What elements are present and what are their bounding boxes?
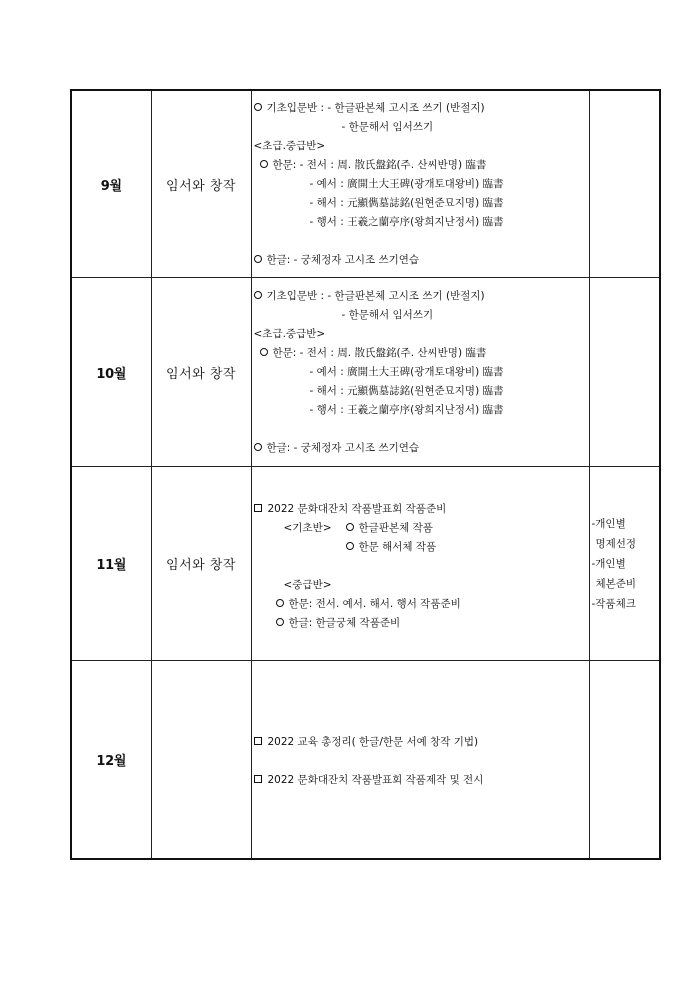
content-line: <기초반> 한글판본체 작품: [283, 522, 433, 534]
content-line: - 예서 : 廣開土大王碑(광개토대왕비) 臨書: [309, 177, 504, 190]
note-cell: [589, 467, 660, 661]
content-line: 기초입문반 : - 한글판본체 고시조 쓰기 (반절지): [254, 287, 589, 306]
content-line: 기초입문반 : - 한글판본체 고시조 쓰기 (반절지): [254, 99, 589, 118]
note-line: -개인별: [591, 517, 626, 530]
content-line: 2022 문화대잔치 작품발표회 작품준비: [254, 500, 589, 519]
circle-bullet-icon: [254, 255, 262, 263]
subject-cell: [151, 661, 251, 860]
note-line: 명제선정: [595, 537, 637, 550]
square-bullet-icon: [254, 775, 262, 783]
month-cell: [71, 661, 151, 860]
month-label: 9월: [100, 178, 122, 194]
subject-label: 임서와 창작: [166, 558, 236, 573]
content-block: [252, 287, 589, 458]
circle-bullet-icon: [260, 348, 268, 356]
note-cell: [589, 90, 660, 278]
table-row: [71, 661, 660, 860]
content-block: [252, 494, 589, 633]
content-line: - 해서 : 元顯儁墓誌銘(원현준묘지명) 臨書: [309, 196, 504, 209]
square-bullet-icon: [254, 737, 262, 745]
curriculum-table: [70, 89, 661, 860]
month-cell: [71, 278, 151, 467]
subject-cell: [151, 90, 251, 278]
content-line: - 행서 : 王羲之蘭亭序(왕희지난정서) 臨書: [309, 403, 504, 416]
content-cell: [251, 278, 589, 467]
content-line: 한글: - 궁체정자 고시조 쓰기연습: [254, 251, 589, 270]
content-line: 한문 해서체 작품: [254, 538, 589, 557]
subject-cell: [151, 278, 251, 467]
circle-bullet-icon: [276, 618, 284, 626]
content-line: <중급반>: [283, 579, 332, 591]
circle-bullet-icon: [254, 103, 262, 111]
content-line: 한문: - 전서 : 周. 散氏盤銘(주. 산씨반명) 臨書: [254, 156, 589, 175]
note-block: [590, 514, 660, 614]
content-cell: [251, 661, 589, 860]
content-line: - 한문해서 임서쓰기: [341, 120, 434, 133]
month-label: 10월: [96, 366, 127, 382]
subject-cell: [151, 467, 251, 661]
month-label: 12월: [96, 754, 127, 769]
content-line: - 행서 : 王羲之蘭亭序(왕희지난정서) 臨書: [309, 215, 504, 228]
note-line: 체본준비: [595, 577, 637, 590]
table-row: [71, 278, 660, 467]
circle-bullet-icon: [260, 160, 268, 168]
subject-label: 임서와 창작: [166, 178, 236, 194]
content-cell: [251, 467, 589, 661]
month-label: 11월: [96, 558, 127, 573]
content-line: - 해서 : 元顯儁墓誌銘(원현준묘지명) 臨書: [309, 384, 504, 397]
content-cell: [251, 90, 589, 278]
month-cell: [71, 90, 151, 278]
content-line: 2022 문화대잔치 작품발표회 작품제작 및 전시: [254, 771, 589, 790]
note-line: -개인별: [591, 557, 626, 570]
content-line: 한문: 전서. 예서. 해서. 행서 작품준비: [254, 595, 589, 614]
content-line: - 예서 : 廣開土大王碑(광개토대왕비) 臨書: [309, 365, 504, 378]
content-block: [252, 729, 589, 790]
content-line: 한글: - 궁체정자 고시조 쓰기연습: [254, 439, 589, 458]
content-line: 한글: 한글궁체 작품준비: [254, 614, 589, 633]
note-cell: [589, 278, 660, 467]
content-line: <초급.중급반>: [253, 327, 326, 340]
subject-label: 임서와 창작: [166, 366, 236, 382]
square-bullet-icon: [254, 504, 262, 512]
circle-bullet-icon: [346, 523, 354, 531]
content-line: 2022 교육 총정리( 한글/한문 서예 창작 기법): [254, 733, 589, 752]
note-cell: [589, 661, 660, 860]
content-line: - 한문해서 임서쓰기: [341, 308, 434, 321]
note-line: -작품체크: [591, 597, 636, 610]
content-block: [252, 99, 589, 270]
table-row: [71, 467, 660, 661]
content-line: 한문: - 전서 : 周. 散氏盤銘(주. 산씨반명) 臨書: [254, 344, 589, 363]
circle-bullet-icon: [254, 291, 262, 299]
circle-bullet-icon: [346, 542, 354, 550]
circle-bullet-icon: [254, 443, 262, 451]
circle-bullet-icon: [276, 599, 284, 607]
content-line: <초급.중급반>: [253, 139, 326, 152]
table-row: [71, 90, 660, 278]
month-cell: [71, 467, 151, 661]
